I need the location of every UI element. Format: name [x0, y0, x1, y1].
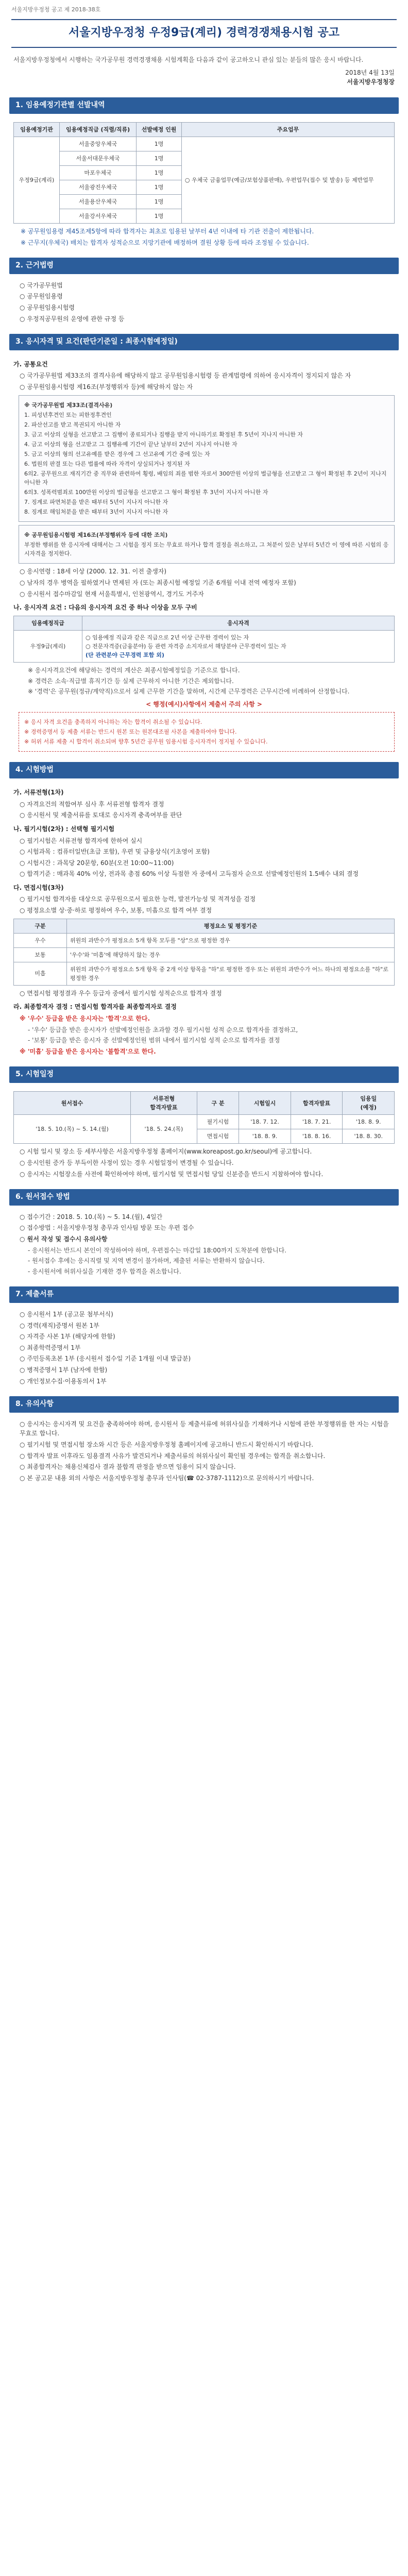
th-announce: 합격자발표 — [291, 1092, 343, 1115]
warning-banner: < 행정(예시)사항에서 제출서 주의 사항 > — [146, 700, 262, 708]
warning-line: ※ 경력증명서 등 제출 서류는 반드시 원본 또는 원본대조필 사본을 제출하여야 합니다. — [24, 728, 237, 736]
section-method — [9, 762, 399, 1056]
cell-grade: 보통 — [14, 947, 67, 962]
cell-desc: 위원의 과반수가 평정요소 5개 항목 중 2개 이상 항목을 "하"로 평정한 경우 또는 위원의 과반수가 어느 하나의 평정요소를 "하"로 평정한 경우 — [67, 962, 395, 985]
list-item: ○ 개인정보수집·이용동의서 1부 — [20, 1377, 107, 1385]
list-item: ○ 응시원서 접수마감일 현재 서울특별시, 인천광역시, 경기도 거주자 — [20, 590, 204, 598]
cell-announce: '18. 8. 16. — [291, 1129, 343, 1144]
intro — [13, 55, 395, 65]
list-item: ○ 응시원서 및 제출서류를 토대로 응시자격 충족여부를 판단 — [20, 811, 182, 819]
th-count: 선발예정 인원 — [137, 122, 182, 137]
page-title: 서울지방우정청 우정9급(계리) 경력경쟁채용시험 공고 — [11, 19, 397, 48]
section-schedule — [9, 1066, 399, 1179]
signoff — [13, 68, 395, 87]
list-item: - '우수' 등급을 받은 응시자가 선발예정인원을 초과할 경우 필기시험 성적 순으로 합격자를 결정하고, — [28, 1026, 298, 1033]
box-line: 8. 징계로 해임처분을 받은 때부터 3년이 지나지 아니한 자 — [24, 509, 168, 516]
cell-appoint: '18. 8. 30. — [343, 1129, 395, 1144]
section-title: 1. 임용예정기관별 선발내역 — [9, 97, 399, 114]
cell-reception: '18. 5. 10.(목) ~ 5. 14.(월) — [14, 1115, 131, 1144]
signoff-date: 2018년 4월 13일 — [345, 69, 395, 76]
list-item: ○ 응시인원 증가 등 부득이한 사정이 있는 경우 시험일정이 변경될 수 있습니다. — [20, 1159, 234, 1166]
list-item: ○ 접수방법 : 서울지방우정청 총무과 인사팀 방문 또는 우편 접수 — [20, 1224, 194, 1232]
footer-space — [0, 1484, 408, 1500]
list-item: ○ 국가공무원법 제33조의 결격사유에 해당하지 않고 공무원임용시험령 등 관계법령에 의하여 응시자격이 정지되지 않은 자 — [20, 372, 351, 380]
sub-heading: 다. 면접시험(3차) — [13, 884, 64, 891]
th-grade: 임용예정직급 — [14, 616, 82, 630]
box-line: 6의3. 성폭력범죄로 100만원 이상의 벌금형을 선고받고 그 형이 확정된 후 3년이 지나지 아니한 자 — [24, 489, 268, 496]
warning-box — [19, 712, 395, 752]
list-item: ○ 평정요소별 상·중·하로 평정하여 우수, 보통, 미흡으로 합격 여부 결정 — [20, 907, 212, 914]
highlight-note: ※ '우수' 등급을 받은 응시자는 '합격'으로 한다. — [20, 1015, 150, 1023]
section-documents — [9, 1286, 399, 1386]
note: ※ 근무지(우체국) 배치는 합격자 성적순으로 지망기관에 배정하며 결원 상황 등에 따라 조정될 수 있습니다. — [21, 239, 309, 246]
doc-number: 서울지방우정청 공고 제 2018-38호 — [11, 6, 101, 13]
list-item: ○ 최종합격자는 채용신체검사 결과 불합격 판정을 받으면 임용이 되지 않습니다. — [20, 1463, 236, 1471]
section-title: 7. 제출서류 — [9, 1286, 399, 1303]
box-line: 6. 법원의 판결 또는 다른 법률에 따라 자격이 상실되거나 정지된 자 — [24, 460, 190, 467]
section-title: 6. 원서접수 방법 — [9, 1189, 399, 1206]
sub-heading: 가. 서류전형(1차) — [13, 789, 64, 796]
th-date: 시험일시 — [239, 1092, 291, 1115]
list-item: ○ 필기시험은 서류전형 합격자에 한하여 실시 — [20, 837, 143, 844]
cell-count: 1명 — [137, 209, 182, 223]
list-item: ○ 응시연령 : 18세 이상 (2000. 12. 31. 이전 출생자) — [20, 568, 167, 575]
box-line: 부정한 행위를 한 응시자에 대해서는 그 시험을 정지 또는 무효로 하거나 합격 결정을 취소하고, 그 처분이 있은 날부터 5년간 이 영에 따른 시험의 응시자격을 정지한다. — [24, 541, 389, 557]
list-item: ○ 합격자 발표 이후라도 임용결격 사유가 발견되거나 제출서류의 허위사실이 확인될 경우에는 합격을 취소합니다. — [20, 1452, 326, 1460]
requirement-text: ○ 임용예정 직급과 같은 직급으로 2년 이상 근무한 경력이 있는 자 ○ 전문자격증(금융분야) 등 관련 자격증 소지자로서 해당분야 근무경력이 있는 자 — [86, 634, 286, 650]
highlight-note: ※ '미흡' 등급을 받은 응시자는 '불합격'으로 한다. — [20, 1047, 156, 1055]
section-application — [9, 1189, 399, 1276]
small-note: ※ 응시자격요건에 해당하는 경력의 계산은 최종시험예정일을 기준으로 합니다. — [28, 666, 240, 674]
th-requirement: 응시자격 — [82, 616, 395, 630]
list-item: ○ 우정직공무원의 운영에 관한 규정 등 — [20, 315, 125, 323]
th-grade: 임용예정직급 (직렬/직류) — [59, 122, 136, 137]
cell-grade: 우수 — [14, 933, 67, 947]
sub-heading: 나. 응시자격 요건 : 다음의 응시자격 요건 중 하나 이상을 모두 구비 — [13, 604, 197, 612]
list-item: ○ 경력(재직)증명서 원본 1부 — [20, 1321, 99, 1329]
section-title: 8. 유의사항 — [9, 1396, 399, 1413]
cell-desc: '우수'와 '미흡'에 해당하지 않는 경우 — [67, 947, 395, 962]
box-line: 1. 피성년후견인 또는 피한정후견인 — [24, 411, 112, 418]
cell-office: 서울광진우체국 — [59, 180, 136, 194]
th-doc-announce: 서류전형 합격자발표 — [131, 1092, 197, 1115]
qualification-table — [13, 616, 395, 663]
list-item: ○ 접수기간 : 2018. 5. 10.(목) ~ 5. 14.(월), 4일간 — [20, 1213, 163, 1221]
table-row — [14, 1115, 395, 1129]
cell-count: 1명 — [137, 194, 182, 209]
cell-office: 서울강서우체국 — [59, 209, 136, 223]
cell-office: 서울중앙우체국 — [59, 137, 136, 151]
section-qualification — [9, 334, 399, 752]
interview-table — [13, 919, 395, 986]
list-item: - '보통' 등급을 받은 응시자 중 선발예정인원 범위 내에서 필기시험 성적 순으로 합격자를 결정 — [28, 1037, 280, 1044]
section-title: 4. 시험방법 — [9, 762, 399, 778]
cell-office: 서울용산우체국 — [59, 194, 136, 209]
list-item: ○ 시험 일시 및 장소 등 세부사항은 서울지방우정청 홈페이지(www.koreapost.go.kr/seoul)에 공고합니다. — [20, 1148, 312, 1156]
th-appoint: 임용일 (예정) — [343, 1092, 395, 1115]
recruit-table — [13, 122, 395, 224]
table-row — [14, 947, 395, 962]
cell-kind: 면접시험 — [197, 1129, 239, 1144]
box-title: ※ 공무원임용시험령 제16조(부정행위자 등에 대한 조치) — [24, 532, 168, 539]
cell-appoint: '18. 8. 9. — [343, 1115, 395, 1129]
cell-doc-announce: '18. 5. 24.(목) — [131, 1115, 197, 1144]
list-item: - 원서접수 후에는 응시직렬 및 지역 변경이 불가하며, 제출된 서류는 반환하지 않습니다. — [28, 1257, 265, 1265]
list-item: ○ 필기시험 합격자를 대상으로 공무원으로서 필요한 능력, 발전가능성 및 적격성을 검정 — [20, 895, 256, 903]
list-item: - 응시원서는 반드시 본인이 작성하여야 하며, 우편접수는 마감일 18:00까지 도착분에 한합니다. — [28, 1246, 287, 1254]
box-title: ※ 국가공무원법 제33조(결격사유) — [24, 401, 113, 409]
th-duty: 주요업무 — [181, 122, 394, 137]
cell-duty: ○ 우체국 금융업무(예금/보험상품판매), 우편업무(접수 및 발송) 등 제반업무 — [181, 137, 394, 223]
cell-org: 우정9급(계리) — [14, 630, 82, 662]
warning-line: ※ 응시 자격 요건을 충족하지 아니하는 자는 합격이 취소될 수 있습니다. — [24, 719, 202, 726]
cell-desc: 위원의 과반수가 평정요소 5개 항목 모두를 "상"으로 평정한 경우 — [67, 933, 395, 947]
schedule-table — [13, 1091, 395, 1144]
section-recruit — [9, 97, 399, 247]
list-item: ○ 본 공고문 내용 외의 사항은 서울지방우정청 총무과 인사팀(☎ 02-3787-1112)으로 문의하시기 바랍니다. — [20, 1474, 314, 1482]
list-item: ○ 합격기준 : 매과목 40% 이상, 전과목 총점 60% 이상 득점한 자 중에서 고득점자 순으로 선발예정인원의 1.5배수 내외 결정 — [20, 870, 359, 878]
cell-grade: 미흡 — [14, 962, 67, 985]
requirement-note: (단 관련분야 근무경력 포함 외) — [86, 651, 164, 658]
cell-count: 1명 — [137, 151, 182, 165]
cell-office: 서울서대문우체국 — [59, 151, 136, 165]
list-item: ○ 응시자는 시험장소를 사전에 확인하여야 하며, 필기시험 및 면접시험 당일 신분증을 반드시 지참하여야 합니다. — [20, 1170, 324, 1178]
cell-announce: '18. 7. 21. — [291, 1115, 343, 1129]
list-item: ○ 주민등록초본 1부 (응시원서 접수일 기준 1개월 이내 발급분) — [20, 1355, 191, 1363]
law-box — [19, 395, 395, 522]
section-title: 2. 근거법령 — [9, 258, 399, 274]
cell-date: '18. 8. 9. — [239, 1129, 291, 1144]
warning-line: ※ 허위 서류 제출 시 합격이 취소되며 향후 5년간 공무원 임용시험 응시자격이 정지될 수 있습니다. — [24, 738, 268, 745]
list-item: ○ 국가공무원법 — [20, 281, 63, 289]
cell-org: 우정9급(계리) — [14, 137, 60, 223]
cell-count: 1명 — [137, 137, 182, 151]
section-title: 3. 응시자격 및 요건(판단기준일 : 최종시험예정일) — [9, 334, 399, 350]
sub-heading: 가. 공통요건 — [13, 360, 48, 368]
box-line: 5. 금고 이상의 형의 선고유예를 받은 경우에 그 선고유예 기간 중에 있는 자 — [24, 450, 210, 457]
list-item: ○ 시험과목 : 컴퓨터일반(초급 포함), 우편 및 금융상식(기초영어 포함) — [20, 848, 210, 856]
list-item: ○ 남자의 경우 병역을 필하였거나 면제된 자 (또는 최종시험 예정일 기준 6개월 이내 전역 예정자 포함) — [20, 579, 296, 586]
law-box — [19, 525, 395, 564]
th-reception: 원서접수 — [14, 1092, 131, 1115]
small-note: ※ 경력은 소속·직급별 휴직기간 등 실제 근무하지 아니한 기간은 제외합니다. — [28, 677, 234, 685]
th-kind: 구 분 — [197, 1092, 239, 1115]
small-note: ※ '경력'은 공무원(정규/계약직)으로서 실제 근무한 기간을 말하며, 시간제 근무경력은 근무시간에 비례하여 산정합니다. — [28, 688, 350, 696]
box-line: 4. 금고 이상의 형을 선고받고 그 집행유예 기간이 끝난 날부터 2년이 지나지 아니한 자 — [24, 440, 237, 448]
signoff-org: 서울지방우정청장 — [347, 78, 395, 86]
th-grade: 구분 — [14, 919, 67, 933]
note: ※ 공무원임용령 제45조제5항에 따라 합격자는 최초로 임용된 날부터 4년 이내에 타 기관 전출이 제한됩니다. — [21, 227, 314, 235]
section-law — [9, 258, 399, 324]
list-item: ○ 응시원서 1부 (공고문 첨부서식) — [20, 1311, 113, 1318]
th-criteria: 평정요소 및 평정기준 — [67, 919, 395, 933]
list-item: ○ 공무원임용시험령 — [20, 304, 75, 311]
box-line: 6의2. 공무원으로 재직기간 중 직무와 관련하여 횡령, 배임의 죄를 범한 자로서 300만원 이상의 벌금형을 선고받고 그 형이 확정된 후 2년이 지나지 아니한 자 — [24, 470, 387, 486]
table-row — [14, 630, 395, 662]
list-item: ○ 필기시험 및 면접시험 장소와 시간 등은 서울지방우정청 홈페이지에 공고하니 반드시 확인하시기 바랍니다. — [20, 1441, 314, 1449]
intro-text: 서울지방우정청에서 시행하는 국가공무원 경력경쟁채용 시험계획을 다음과 같이 공고하오니 관심 있는 분들의 많은 응시 바랍니다. — [13, 56, 364, 64]
table-row — [14, 933, 395, 947]
section-title: 5. 시험일정 — [9, 1066, 399, 1083]
cell-count: 1명 — [137, 180, 182, 194]
list-item: ○ 면접시험 평정결과 우수 등급자 중에서 필기시험 성적순으로 합격자 결정 — [20, 989, 222, 997]
sub-heading: ○ 원서 작성 및 접수시 유의사항 — [20, 1235, 108, 1243]
list-item: - 응시원서에 허위사실을 기재한 경우 합격을 취소합니다. — [28, 1267, 181, 1275]
box-line: 7. 징계로 파면처분을 받은 때부터 5년이 지나지 아니한 자 — [24, 499, 168, 506]
list-item: ○ 시험시간 : 과목당 20문항, 60분(오전 10:00~11:00) — [20, 859, 174, 867]
cell-requirement — [82, 630, 395, 662]
th-agency: 임용예정기관 — [14, 122, 60, 137]
table-row — [14, 137, 395, 151]
list-item: ○ 공무원임용령 — [20, 293, 63, 300]
box-line: 3. 금고 이상의 실형을 선고받고 그 집행이 종료되거나 집행을 받지 아니하기로 확정된 후 5년이 지나지 아니한 자 — [24, 431, 303, 438]
cell-count: 1명 — [137, 165, 182, 180]
cell-date: '18. 7. 12. — [239, 1115, 291, 1129]
sub-heading: 라. 최종합격자 결정 : 면접시험 합격자를 최종합격자로 결정 — [13, 1003, 177, 1011]
list-item: ○ 최종학력증명서 1부 — [20, 1344, 81, 1351]
sub-heading: 나. 필기시험(2차) : 선택형 필기시험 — [13, 825, 115, 833]
list-item: ○ 응시자는 응시자격 및 요건을 충족하여야 하며, 응시원서 등 제출서류에 허위사실을 기재하거나 시험에 관한 부정행위를 한 자는 시험을 무효로 합니다. — [20, 1420, 389, 1437]
list-item: ○ 자격요건의 적합여부 심사 후 서류전형 합격자 결정 — [20, 800, 164, 808]
list-item: ○ 자격증 사본 1부 (해당자에 한함) — [20, 1333, 115, 1341]
list-item: ○ 공무원임용시험령 제16조(부정행위자 등)에 해당하지 않는 자 — [20, 383, 193, 391]
list-item: ○ 병적증명서 1부 (남자에 한함) — [20, 1366, 108, 1374]
section-cautions — [9, 1396, 399, 1483]
cell-office: 마포우체국 — [59, 165, 136, 180]
table-row — [14, 962, 395, 985]
cell-kind: 필기시험 — [197, 1115, 239, 1129]
box-line: 2. 파산선고를 받고 복권되지 아니한 자 — [24, 421, 121, 428]
